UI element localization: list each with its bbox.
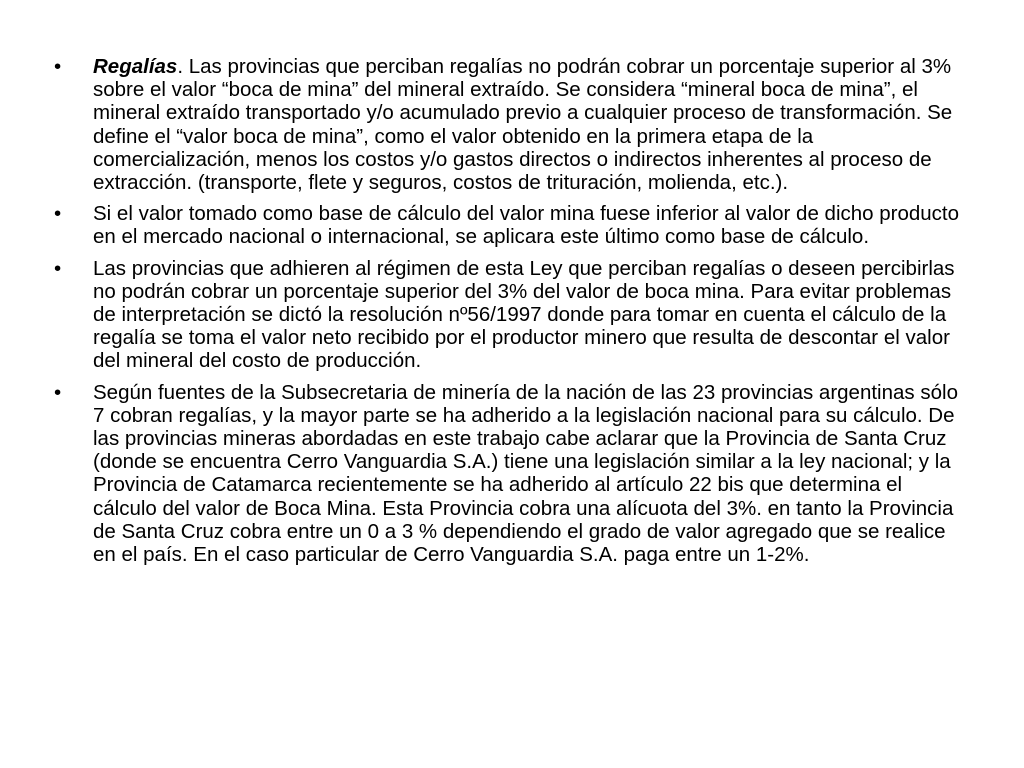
bullet-item-fuentes-subsecretaria	[52, 381, 964, 567]
bullet-item-regalias	[52, 55, 964, 194]
bullet-item-valor-base	[52, 202, 964, 248]
bullet-lead-term: Regalías	[93, 55, 178, 78]
bullet-list	[52, 55, 964, 574]
bullet-text: . Las provincias que perciban regalías no podrán cobrar un porcentaje superior al 3% sobre el valor “boca de mina” del mineral extraído. Se considera “mineral boca de mina”, el mineral extraído transportado y/o acumulado previo a cualquier proceso de transformación. Se define el “valor boca de mina”, como el valor obtenido en la primera etapa de la comercialización, menos los costos y/o gastos directos o indirectos inherentes al proceso de extracción. (transporte, flete y seguros, costos de trituración, molienda, etc.).	[93, 55, 953, 195]
bullet-icon: •	[54, 202, 62, 226]
bullet-text: Si el valor tomado como base de cálculo del valor mina fuese inferior al valor de dicho producto en el mercado nacional o internacional, se aplicara este último como base de cálculo.	[93, 202, 960, 249]
bullet-icon: •	[54, 256, 62, 280]
bullet-icon: •	[54, 55, 62, 78]
bullet-icon: •	[54, 380, 62, 404]
bullet-text: Según fuentes de la Subsecretaria de minería de la nación de las 23 provincias argentinas sólo 7 cobran regalías, y la mayor parte se ha adherido a la legislación nacional para su cálculo. De las provincias mineras abordadas en este trabajo cabe aclarar que la Provincia de Santa Cruz (donde se encuentra Cerro Vanguardia S.A.) tiene una legislación similar a la ley nacional; y la Provincia de Catamarca recientemente se ha adherido al artículo 22 bis que determina el cálculo del valor de Boca Mina. Esta Provincia cobra una alícuota del 3%. en tanto la Provincia de Santa Cruz cobra entre un 0 a 3 % dependiendo el grado de valor agregado que se realice en el país. En el caso particular de Cerro Vanguardia S.A. paga entre un 1-2%.	[93, 380, 958, 567]
bullet-item-provincias-adheridas	[52, 257, 964, 373]
bullet-text: Las provincias que adhieren al régimen de esta Ley que perciban regalías o deseen percibirlas no podrán cobrar un porcentaje superior del 3% del valor de boca mina. Para evitar problemas de interpretación se dictó la resolución nº56/1997 donde para tomar en cuenta el cálculo de la regalía se toma el valor neto recibido por el productor minero que resulta de descontar el valor del mineral del costo de producción.	[93, 256, 955, 373]
